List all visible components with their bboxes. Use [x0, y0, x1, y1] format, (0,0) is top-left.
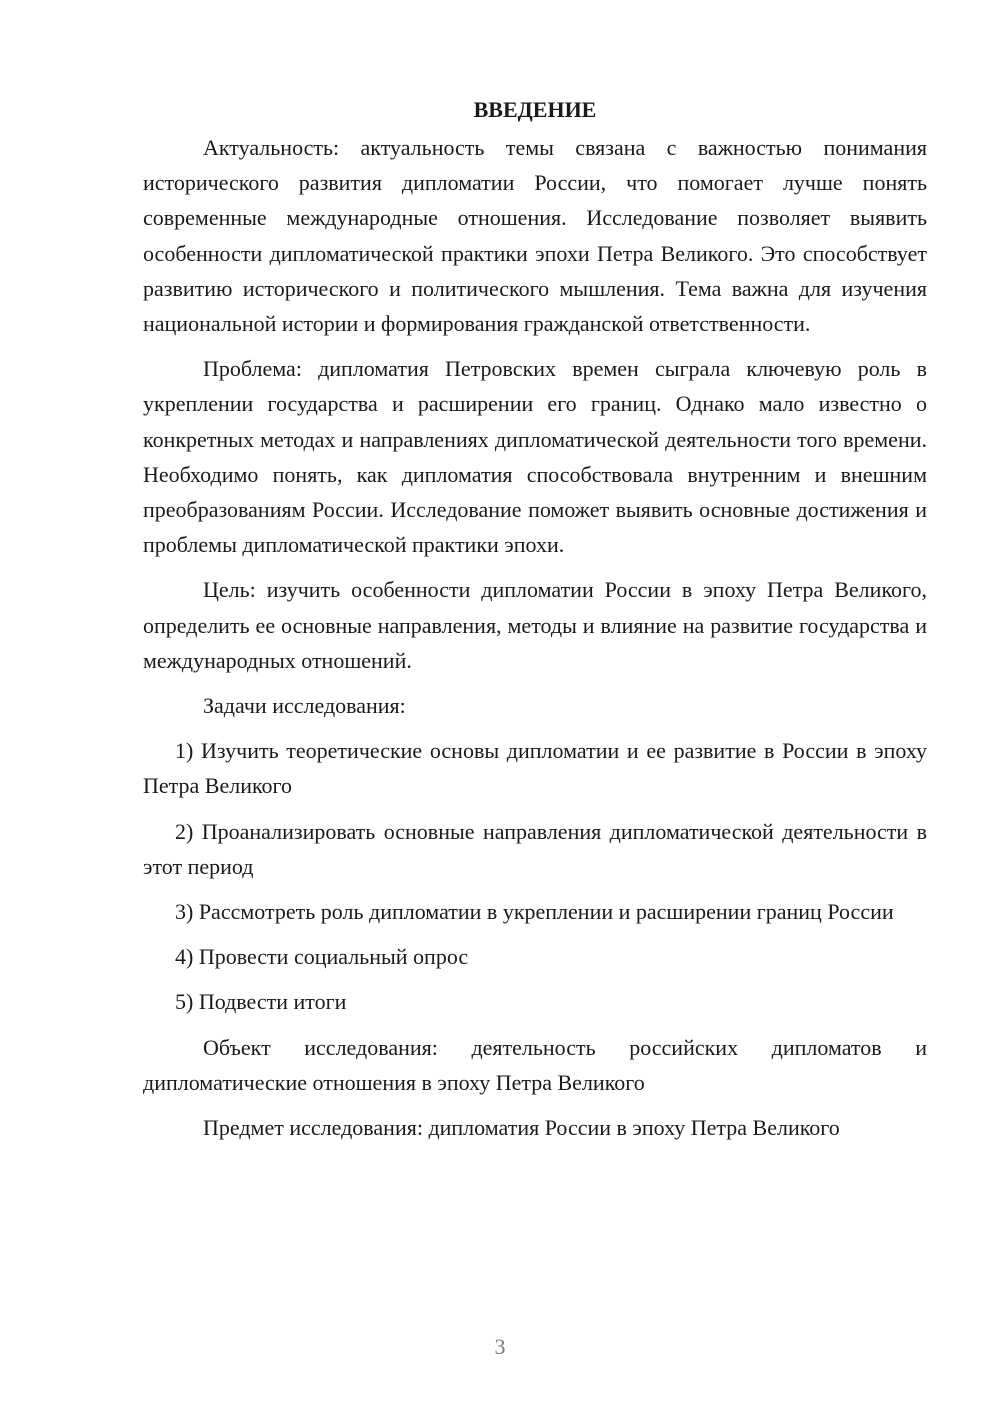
task-item: 2) Проанализировать основные направления дипломатической деятельности в этот период	[143, 818, 927, 879]
task-item: 5) Подвести итоги	[175, 989, 347, 1015]
research-subject-paragraph: Предмет исследования: дипломатия России в эпоху Петра Великого	[203, 1115, 840, 1141]
tasks-heading: Задачи исследования:	[203, 693, 406, 719]
research-object-paragraph: Объект исследования: деятельность российских дипломатов и дипломатические отношения в эпоху Петра Великого	[143, 1034, 927, 1095]
task-item: 4) Провести социальный опрос	[175, 944, 469, 970]
relevance-paragraph: Актуальность: актуальность темы связана с важностью понимания исторического развития дипломатии России, что помогает лучше понять современные международные отношения. Исследование позволяет выявить особенности дипломатической практики эпохи Петра Великого. Это способствует развитию исторического и политического мышления. Тема важна для изучения национальной истории и формирования гражданской ответственности.	[143, 135, 927, 337]
document-page	[143, 92, 927, 1155]
page-number: 3	[494, 1334, 506, 1359]
goal-paragraph: Цель: изучить особенности дипломатии России в эпоху Петра Великого, определить ее основные направления, методы и влияние на развитие государства и международных отношений.	[143, 577, 927, 673]
problem-paragraph: Проблема: дипломатия Петровских времен сыграла ключевую роль в укреплении государства и расширении его границ. Однако мало известно о конкретных методах и направлениях дипломатической деятельности того времени. Необходимо понять, как дипломатия способствовала внутренним и внешним преобразованиям России. Исследование поможет выявить основные достижения и проблемы дипломатической практики эпохи.	[143, 356, 927, 558]
page-title: ВВЕДЕНИЕ	[473, 97, 597, 122]
task-item: 3) Рассмотреть роль дипломатии в укреплении и расширении границ России	[175, 899, 894, 925]
task-item: 1) Изучить теоретические основы дипломатии и ее развитие в России в эпоху Петра Великого	[143, 738, 927, 799]
